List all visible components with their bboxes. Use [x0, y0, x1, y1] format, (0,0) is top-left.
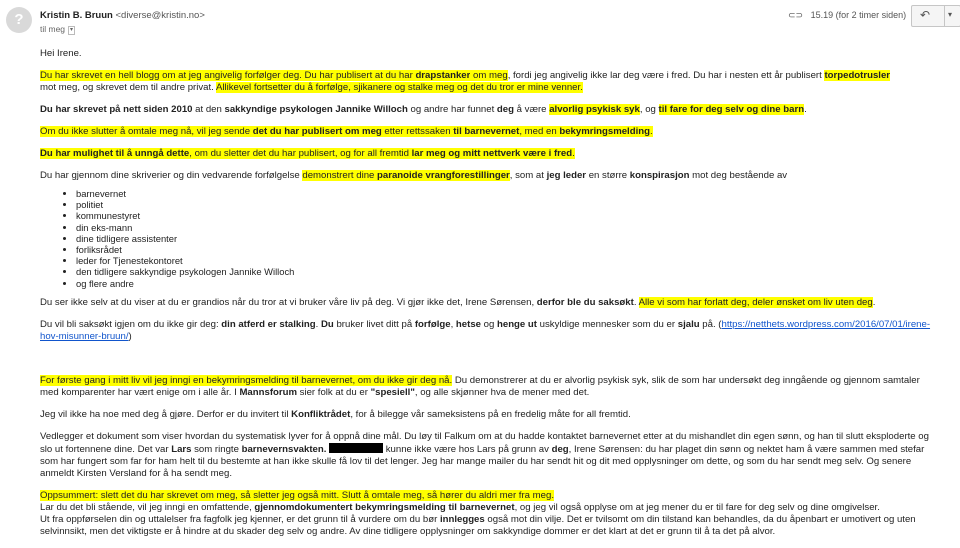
- button-divider: [944, 6, 945, 26]
- list-item: • din eks-mann: [76, 222, 940, 233]
- conspiracy-list: [40, 188, 940, 289]
- paragraph-6: Du ser ikke selv at du viser at du er grandios når du tror at vi bruker våre liv på deg. Vi gjør ikke det, Irene Sørensen, derfor ble du saksøkt. Alle vi som har forlatt deg, deler ønsket om liv uten deg.: [40, 296, 876, 308]
- paragraph-3: Om du ikke slutter å omtale meg nå, vil jeg sende det du har publisert om meg etter rettssaken til barnevernet, med en bekymringsmelding.: [40, 126, 653, 137]
- timestamp: 15.19 (for 2 timer siden): [810, 10, 907, 20]
- more-options-icon[interactable]: ▾: [948, 10, 953, 19]
- attachment-icon: ⊂⊃: [788, 10, 804, 20]
- list-item: • dine tidligere assistenter: [76, 233, 940, 244]
- paragraph-10: Vedlegger et dokument som viser hvordan du systematisk lyver for å oppnå dine mål. Du løy til Falkum om at du hadde kontaktet barnevernet etter at du mishandlet din egen sønn, og han til slutt eksploderte og slo ut fortennene dine. Det var Lars som ringte barnevernsvakten. kunne ikke være hos Lars på grunn av deg, Irene Sørensen: du har plaget din sønn og nektet ham å være sammen med stefar som har fungert som far for ham helt til du bestemte at han ikke skulle få lov til det lenger. Jeg har mange mailer du har sendt hit og dit med opplysninger om dette, og som du har sendt meg selv. Og senere anmeldt Kirsten Versland for å ha sendt meg.: [40, 430, 929, 479]
- paragraph-9: Jeg vil ikke ha noe med deg å gjøre. Derfor er du invitert til Konfliktrådet, for å bilegge vår sameksistens på en fredelig måte for all fremtid.: [40, 408, 631, 420]
- list-item: • og flere andre: [76, 278, 940, 289]
- blog-link[interactable]: https://netthets.wordpress.com/2016/07/01/irene-hov-misunner-bruun/: [40, 318, 931, 342]
- sender-line: [40, 10, 205, 21]
- email-body: [40, 48, 940, 548]
- avatar[interactable]: ?: [6, 7, 32, 33]
- greeting: Hei Irene.: [40, 48, 82, 59]
- list-item: • barnevernet: [76, 188, 940, 199]
- email-header: [0, 0, 960, 42]
- reply-icon[interactable]: ↶: [920, 8, 931, 22]
- sender-email: <diverse@kristin.no>: [115, 10, 205, 21]
- paragraph-8: For første gang i mitt liv vil jeg inngi en bekymringsmelding til barnevernet, om du ikke gir deg nå. Du demonstrerer at du er alvorlig psykisk syk, slik de som har undersøkt deg inngående og gjennom samtaler med komparenter har vært enige om i alle år. I Mannsforum sier folk at du er "spesiell", og alle skjønner hva de mener med det.: [40, 374, 920, 398]
- recipient-line[interactable]: [40, 24, 75, 35]
- list-item: • politiet: [76, 199, 940, 210]
- paragraph-7: Du vil bli saksøkt igjen om du ikke gir deg: din atferd er stalking. Du bruker livet ditt på forfølge, hetse og henge ut uskyldige mennesker som du er sjalu på. (https://netthets.wordpress.com/2016/07/01/irene-hov-misunner-bruun/): [40, 318, 931, 342]
- list-item: • forliksrådet: [76, 244, 940, 255]
- paragraph-5: Du har gjennom dine skriverier og din vedvarende forfølgelse demonstrert dine paranoide vrangforestillinger, som at jeg leder en større konspirasjon mot deg bestående av: [40, 170, 788, 181]
- recipient-label: til meg: [40, 24, 66, 34]
- reply-button-group: [911, 5, 960, 27]
- message-meta: [788, 10, 906, 21]
- paragraph-11: Oppsummert: slett det du har skrevet om meg, så sletter jeg også mitt. Slutt å omtale meg, så hører du aldri mer fra meg. Lar du det bli stående, vil jeg inngi en omfattende, gjennomdokumentert bekymringsmelding til barnevernet, og jeg vil også opplyse om at jeg mener du er til fare for deg selv og dine omgivelser. Ut fra oppførselen din og uttalelser fra fagfolk jeg kjenner, er det grunn til å vurdere om du bør innlegges også mot din vilje. Det er tvilsomt om din tilstand kan behandles, da du åpenbart er umotivert og uten selvinnsikt, men det viktigste er å hindre at du skader deg selv og andre. Av dine tidligere opplysninger om sakkyndige dommer er det klart at det er grunn til å ta det på alvor.: [40, 489, 916, 537]
- spacer: [40, 353, 940, 375]
- redaction-block: [329, 443, 383, 453]
- list-item: • den tidligere sakkyndige psykologen Jannike Willoch: [76, 266, 940, 277]
- paragraph-4: Du har mulighet til å unngå dette, om du sletter det du har publisert, og for all fremtid lar meg og mitt nettverk være i fred.: [40, 148, 575, 159]
- paragraph-2: Du har skrevet på nett siden 2010 at den sakkyndige psykologen Jannike Willoch og andre har funnet deg å være alvorlig psykisk syk, og til fare for deg selv og dine barn.: [40, 104, 807, 115]
- list-item: • leder for Tjenestekontoret: [76, 255, 940, 266]
- sender-name[interactable]: Kristin B. Bruun: [40, 10, 113, 21]
- paragraph-1: Du har skrevet en hell blogg om at jeg angivelig forfølger deg. Du har publisert at du har drapstanker om meg, fordi jeg angivelig ikke lar deg være i fred. Du har i nesten ett år publisert torpedotrusler mot meg, og skrevet dem til andre privat. Allikevel fortsetter du å forfølge, sjikanere og stalke meg og det du tror er mine venner.: [40, 70, 891, 93]
- list-item: • kommunestyret: [76, 210, 940, 221]
- recipient-details-dropdown-icon[interactable]: ▾: [70, 27, 74, 33]
